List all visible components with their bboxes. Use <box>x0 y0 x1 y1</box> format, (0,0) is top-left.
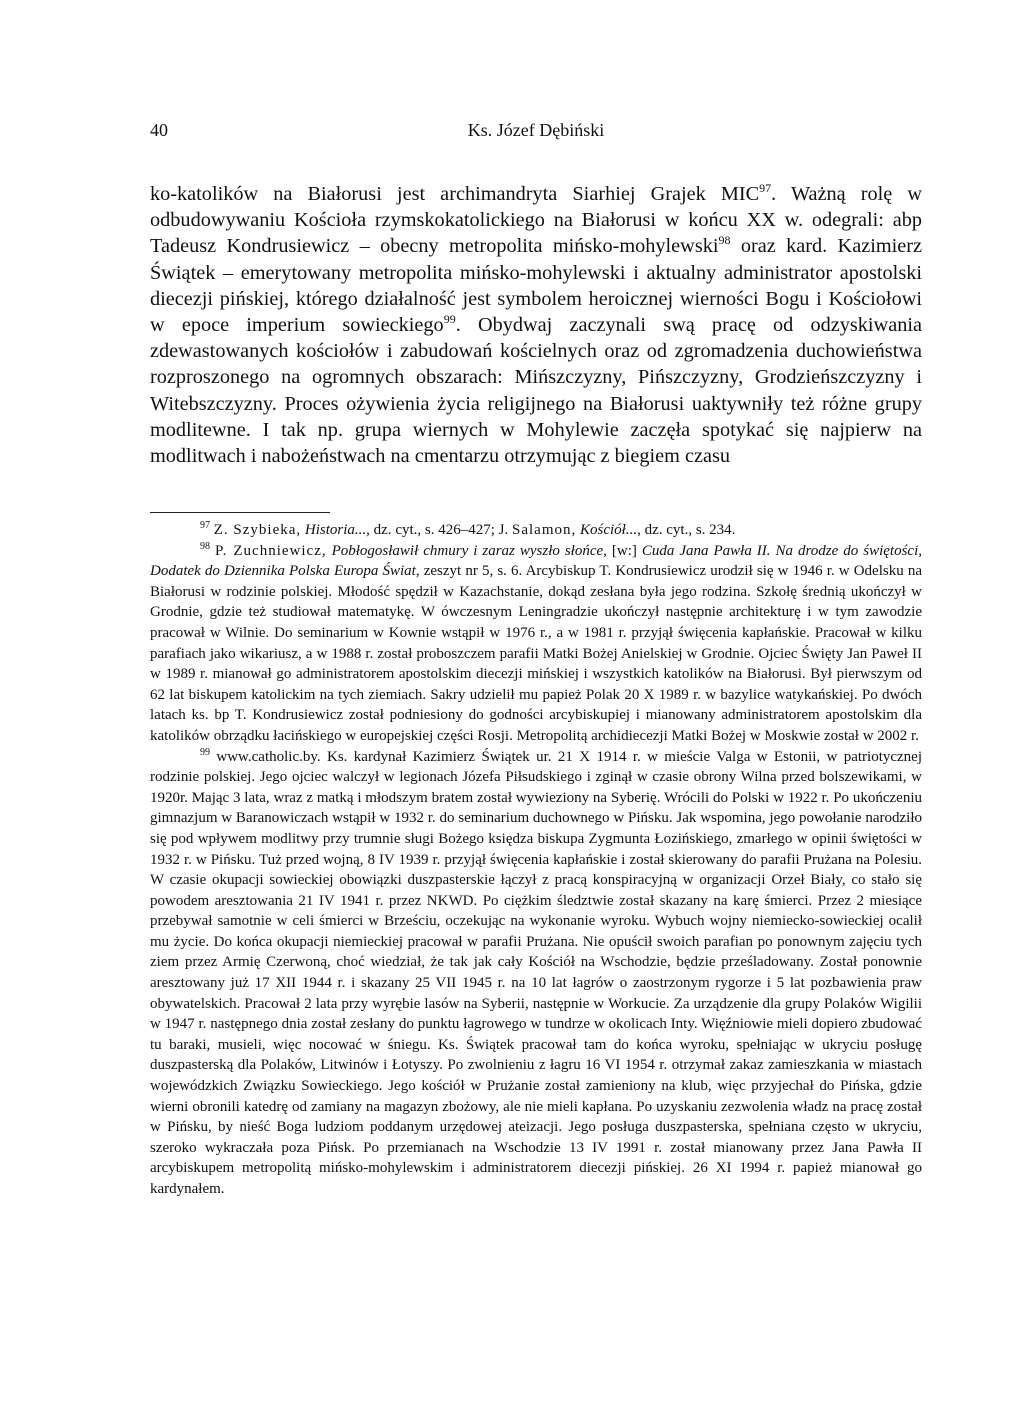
footnote-97-rest-2: , dz. cyt., s. 234. <box>637 522 736 538</box>
footnote-98-author: P. Zuchniewicz, <box>214 542 327 559</box>
footnote-number-97: 97 <box>200 520 210 531</box>
footnote-separator <box>150 512 330 513</box>
running-head <box>150 117 922 143</box>
footnote-98-title: Pobłogosławił chmury i zaraz wyszło słońce, <box>331 542 607 559</box>
footnote-98-book: Cuda Jana Pawła II. Na drodze do świętości, Dodatek do Dziennika Polska Europa Świat <box>150 542 922 580</box>
main-text-part-2: . Ważną rolę w odbudowywaniu Kościoła rzymskokatolickiego na Białorusi w końcu XX w. odegrali: abp Tadeusz Kondrusiewicz – obecny metropolita mińsko-mohylewski <box>150 183 922 258</box>
footnote-97-rest-1: , dz. cyt., s. 426–427; J. <box>366 522 509 538</box>
main-paragraph <box>150 181 922 469</box>
footnote-ref-98[interactable]: 98 <box>718 233 731 248</box>
footnote-ref-99[interactable]: 99 <box>443 312 456 327</box>
page-number: 40 <box>150 120 168 140</box>
footnote-number-98: 98 <box>200 540 210 552</box>
header-author: Ks. Józef Dębiński <box>467 120 605 140</box>
book-page <box>150 0 922 1427</box>
footnote-97-author-2: Salamon, <box>512 522 577 538</box>
footnote-number-99: 99 <box>200 746 210 758</box>
main-text-part-1: ko-katolików na Białorusi jest archimandryta Siarhiej Grajek MIC <box>150 183 760 205</box>
footnote-99 <box>150 747 922 1200</box>
footnote-97-author-1: Z. Szybieka, <box>213 522 302 538</box>
footnote-98-mid: [w:] <box>606 542 642 559</box>
main-text-part-4: . Obydwaj zaczynali swą pracę od odzyskiwania zdewastowanych kościołów i zabudowań kościelnych oraz od zgromadzenia duchowieństwa rozproszonego na ogromnych obszarach: Mińszczyzny, Pińszczyzny, Grodzieńszczyzny i Witebszczyzny. Proces ożywienia życia religijnego na Białorusi uaktywniły też różne grupy modlitewne. I tak np. grupa wiernych w Mohylewie zaczęła spotykać się najpierw na modlitwach i nabożeństwach na cmentarzu otrzymując z biegiem czasu <box>150 314 922 468</box>
footnote-97 <box>150 520 922 541</box>
footnote-97-title-1: Historia... <box>304 522 367 538</box>
footnotes <box>150 520 922 1200</box>
footnote-98-text: , zeszyt nr 5, s. 6. Arcybiskup T. Kondrusiewicz urodził się w 1946 r. w Odelsku na Białorusi w rodzinie polskiej. Młodość spędził w Kazachstanie, dokąd zesłana była jego rodzina. Szkołę średnią ukończył w Grodnie, gdzie też studiował matematykę. W ówczesnym Leningradzie ukończył następnie architekturę i w tym zawodzie pracował w Wilnie. Do seminarium w Kownie wstąpił w 1976 r., a w 1981 r. przyjął święcenia kapłańskie. Pracował w kilku parafiach jako wikariusz, a w 1988 r. został proboszczem parafii Matki Bożej Anielskiej w Grodnie. Ojciec Święty Jan Paweł II w 1989 r. mianował go administratorem apostolskim diecezji mińskiej i wszystkich katolików na Białorusi. Był pierwszym od 62 lat biskupem katolickim na tych ziemiach. Sakry udzielił mu papież Polak 20 X 1989 r. w bazylice watykańskiej. Po dwóch latach ks. bp T. Kondrusiewicz został podniesiony do godności arcybiskupiej i mianowany administratorem apostolskim dla katolików obrządku łacińskiego w europejskiej części Rosji. Metropolitą archidiecezji Matki Bożej w Moskwie został w 2002 r. <box>150 563 922 744</box>
footnote-ref-97[interactable]: 97 <box>759 181 772 196</box>
footnote-99-text: www.catholic.by. Ks. kardynał Kazimierz Świątek ur. 21 X 1914 r. w mieście Valga w Estonii, w patriotycznej rodzinie polskiej. Jego ojciec walczył w legionach Józefa Piłsudskiego i zginął w czasie obrony Wilna przed bolszewikami, w 1920r. Mając 3 lata, wraz z matką i młodszym bratem został wywieziony na Syberię. Wrócili do Polski w 1922 r. Po ukończeniu gimnazjum w Baranowiczach wstąpił w 1932 r. do seminarium duchownego w Pińsku. Jak wspomina, jego powołanie narodziło się pod wpływem modlitwy przy trumnie sługi Bożego księdza biskupa Zygmunta Łozińskiego, zmarłego w opinii świętości w 1932 r. w Pińsku. Tuż przed wojną, 8 IV 1939 r. przyjął święcenia kapłańskie i został skierowany do parafii Prużana na Polesiu. W czasie okupacji sowieckiej obowiązki duszpasterskie łączył z pracą konspiracyjną w organizacji Orzeł Biały, co stało się powodem aresztowania 21 IV 1941 r. przez NKWD. Po ciężkim śledztwie został skazany na karę śmierci. Przez 2 miesiące przebywał samotnie w celi śmierci w Brześciu, oczekując na wykonanie wyroku. Wybuch wojny niemiecko-sowieckiej ocalił mu życie. Do końca okupacji niemieckiej pracował w parafii Prużana. Nie opuścił swoich parafian po ponownym zajęciu tych ziem przez Armię Czerwoną, choć wiedział, że tak jak cały Kościół na Wschodzie, będzie prześladowany. Został ponownie aresztowany już 17 XII 1944 r. i skazany 25 VII 1945 r. na 10 lat łagrów o zaostrzonym rygorze i 5 lat pozbawienia praw obywatelskich. Pracował 2 lata przy wyrębie lasów na Syberii, następnie w Workucie. Za urządzenie dla grupy Polaków Wigilii w 1947 r. następnego dnia został zesłany do punktu łagrowego w tundrze w okolicach Inty. Więźniowie mieli dopiero zbudować tu baraki, musieli, więc nocować w śniegu. Ks. Świątek pracował tam do końca wyroku, spełniając w ukryciu posługę duszpasterską dla Polaków, Litwinów i Łotyszy. Po zwolnieniu z łagru 16 VI 1954 r. otrzymał zakaz zamieszkania w miastach wojewódzkich Związku Sowieckiego. Jego kościół w Prużanie został zamieniony na klub, więc przyjechał do Pińska, gdzie wierni obronili katedrę od zamiany na magazyn zbożowy, ale nie mieli kapłana. Po uzyskaniu zezwolenia władz na pracę został w Pińsku, by nieść Boga ludziom poddanym urzędowej ateizacji. Jego posługa duszpasterska, spełniana często w ukryciu, szeroko wykraczała poza Pińsk. Po przemianach na Wschodzie 13 IV 1991 r. został mianowany przez Jana Pawła II arcybiskupem metropolitą mińsko-mohylewskim i administratorem diecezji pińskiej. 26 XI 1994 r. papież mianował go kardynałem. <box>150 748 923 1197</box>
main-text-part-3: oraz kard. Kazimierz Świątek – emerytowany metropolita mińsko-mohylewski i aktualny administrator apostolski diecezji pińskiej, którego działalność jest symbolem heroicznej wierności Bogu i Kościołowi w epoce imperium sowieckiego <box>150 235 923 337</box>
footnote-98 <box>150 541 922 747</box>
footnote-97-title-2: Kościół... <box>580 522 638 538</box>
